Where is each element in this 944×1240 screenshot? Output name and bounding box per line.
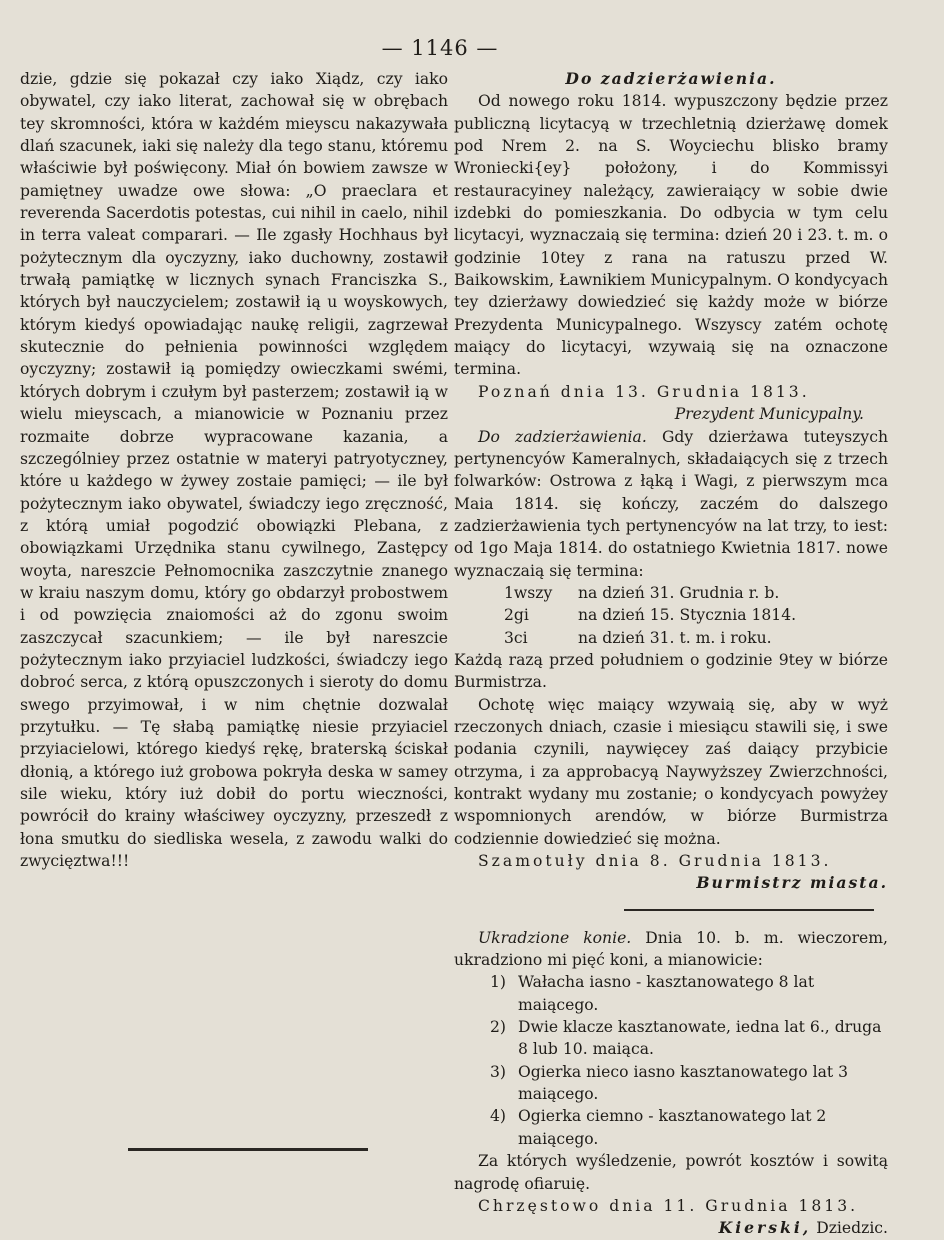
notice-lead: Do zadzierżawienia. [478, 427, 647, 446]
list-item: 1) Wałacha iasno - kasztanowatego 8 lat maiącego. [490, 973, 815, 1014]
notice-signature: Kierski, Dziedzic. [718, 1218, 888, 1238]
notice-signature: Burmistrz miasta. [696, 873, 888, 893]
section-rule [624, 909, 874, 911]
notice-body-2: Ochotę więc maiący wzywaią się, aby w wyż rzeczonych dniach, czasie i miesiącu stawili się, i swe podania czynili, naywięcey zaś daiący przybicie otrzyma, i za approbacyą Naywyższey Zwierzchności, kontrakt wydany mu zostanie; o kondycyach powyżey wspomnionych arendów, w biórze Burmistrza codziennie dowiedzieć się można. [454, 695, 888, 848]
terms-list [454, 582, 888, 649]
reward-text: Za których wyśledzenie, powrót kosztów i sowitą nagrodę ofiaruię. [454, 1152, 888, 1193]
obituary-paragraph: dzie, gdzie się pokazał czy iako Xiądz, czy iako obywatel, czy iako literat, zachował się w obrębach tey skromności, która w każdém mieyscu nakazywała dlań szacunek, iaki się należy dla tego stanu, któremu właściwie był poświęcony. Miał ón bowiem zawsze w pamiętney uwadze owe słowa: „O praeclara et reverenda Sacerdotis potestas, cui nihil in caelo, nihil in terra valeat comparari. — Ile zgasły Hochhaus był pożytecznym dla oyczyzny, iako duchowny, zostawił trwałą pamiątkę w licznych synach Franciszka S., których był nauczycielem; zostawił ią u woyskowych, którym kiedyś opowiadając naukę religii, zagrzewał skutecznie do pełnienia powinności względem oyczyzny; zostawił ią pomiędzy owieczkami swémi, których dobrym i czułym był pasterzem; zostawił ią w wielu mieyscach, a mianowicie w Poznaniu przez rozmaite dobrze wypracowane kazania, a szczególniey przez ostatnie w materyi patryotyczney, które u każdego w żywey zostaie pamięci; — ile był pożytecznym iako obywatel, świadczy iego zręczność, z którą umiał pogodzić obowiązki Plebana, z obowiązkami Urzędnika stanu cywilnego, Zastępcy woyta, nareszcie Pełnomocnika zaszczytnie znanego w kraiu naszym domu, który go obdarzył probostwem i od powzięcia znaiomości aż do zgonu swoim zaszczycał szacunkiem; — ile był nareszcie pożytecznym iako przyiaciel ludzkości, świadczy iego dobroć serca, z którą opuszczonych i sieroty do domu swego przyimował, i w nim chętnie dozwalał przytułku. — Tę słabą pamiątkę niesie przyiaciel przyiacielowi, którego kiedyś rękę, braterską ściskał dłonią, a którego iuż grobowa pokryła deska w samey sile wieku, który iuż dobił do portu wieczności, powrócił do krainy właściwey oyczyzny, przeszedł z łona smutku do siedliska wesela, z zawodu walki do zwycięztwa!!! [20, 70, 448, 871]
term-row: 3ci na dzień 31. t. m. i roku. [504, 628, 772, 647]
notice-heading: Do zadzierżawienia. [565, 69, 777, 88]
term-row: 2gi na dzień 15. Stycznia 1814. [504, 606, 797, 625]
lease-notice-szamotuly [454, 426, 888, 895]
notice-body: Od nowego roku 1814. wypuszczony będzie przez publiczną licytacyą w trzechletnią dzierżawę domek pod Nrem 2. na S. Woyciechu blisko bramy Wroniecki{ey} położony, i do Kommissyi restauracyiney należący, zawieraiący w sobie dwie izdebki do pomieszkania. Do odbycia w tym celu licytacyi, wyznaczaią się termina: dzień 20 i 23. t. m. o godzinie 10tey z rana na ratuszu przed W. Baikowskim, Ławnikiem Municypalnym. O kondycyach tey dzierżawy dowiedzieć się każdy może w biórze Prezydenta Municypalnego. Wszyscy zatém ochotę maiący do licytacyi, wzywaią się na oznaczone termina. [454, 92, 889, 379]
notice-body: Dnia 10. b. m. wieczorem, ukradziono mi pięć koni, a mianowicie: [454, 928, 889, 970]
lease-notice-poznan [454, 68, 888, 426]
notice-date: Szamotuły dnia 8. Grudnia 1813. [478, 852, 832, 871]
list-item: 3) Ogierka nieco iasno kasztanowatego lat 3 maiącego. [490, 1062, 849, 1104]
stolen-horses-notice [454, 927, 888, 1240]
term-row: 1wszy na dzień 31. Grudnia r. b. [504, 583, 780, 602]
notice-date: Chrzęstowo dnia 11. Grudnia 1813. [478, 1196, 859, 1215]
page-number: — 1146 — [381, 36, 499, 60]
notice-body: Gdy dzierżawa tuteyszych pertynencyów Kameralnych, składaiących się z trzech folwarków: Ostrowa z łąką i Wagi, z pierwszym mca Maia 1814. się kończy, zaczém do dalszego zadzierżawienia tych pertynencyów na lat trzy, to iest: od 1go Maja 1814. do ostatniego Kwietnia 1817. nowe wyznaczaią się termina: [454, 427, 888, 580]
left-column [20, 68, 448, 872]
list-item: 4) Ogierka ciemno - kasztanowatego lat 2 maiącego. [490, 1107, 827, 1148]
list-item: 2) Dwie klacze kasztanowate, iedna lat 6., druga 8 lub 10. maiąca. [490, 1018, 882, 1059]
notice-lead: Ukradzione konie. [478, 928, 632, 947]
term-time: Każdą razą przed południem o godzinie 9tey w biórze Burmistrza. [454, 650, 888, 692]
horse-list [454, 971, 888, 1150]
end-rule [128, 1148, 368, 1151]
notice-date: Poznań dnia 13. Grudnia 1813. [478, 382, 810, 401]
right-column [454, 68, 888, 1240]
notice-signature: Prezydent Municypalny. [674, 405, 864, 424]
